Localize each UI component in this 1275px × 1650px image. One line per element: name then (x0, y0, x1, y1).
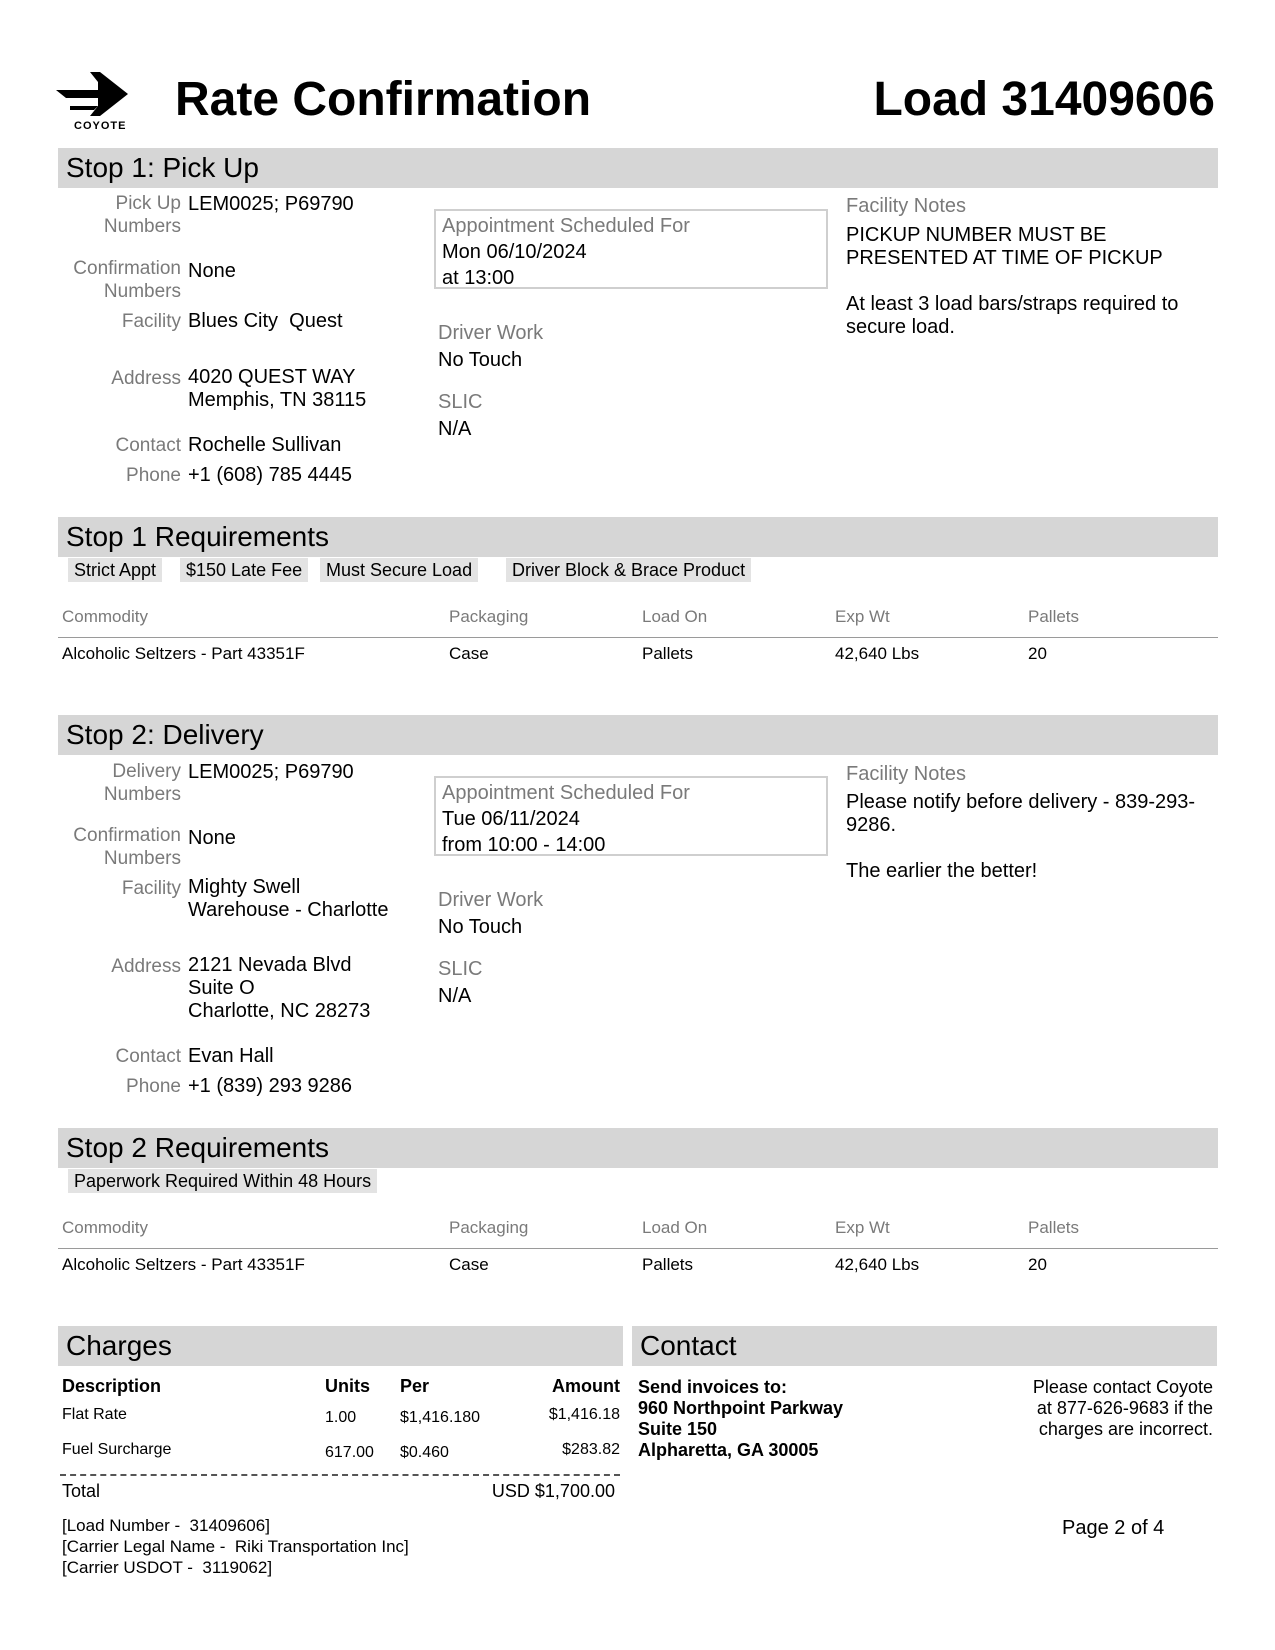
stop1-requirements-heading: Stop 1 Requirements (58, 517, 1218, 557)
charge-per: $0.460 (400, 1444, 449, 1461)
column-header: Pallets (1028, 1218, 1080, 1237)
stop1-address-value (188, 366, 366, 412)
appointment-date: Tue 06/11/2024 (442, 808, 580, 830)
requirement-chip: Must Secure Load (320, 558, 478, 582)
stop2-heading: Stop 2: Delivery (58, 715, 1218, 755)
stop2-slic-label: SLIC (438, 958, 483, 980)
footer-line: [Carrier USDOT - 3119062] (62, 1558, 273, 1577)
note-line: Please contact Coyote (1032, 1377, 1213, 1397)
facility-line: Mighty Swell (188, 876, 301, 898)
column-header: Load On (642, 607, 708, 626)
load-on-cell: Pallets (642, 644, 694, 663)
label-line: Confirmation (73, 825, 181, 846)
coyote-logo (56, 72, 136, 134)
table-divider (58, 1248, 1218, 1249)
stop2-requirement-chips (68, 1169, 1208, 1193)
column-header: Pallets (1028, 607, 1080, 626)
label-line: Numbers (103, 216, 181, 237)
label-line: Delivery (112, 761, 181, 782)
charges-column-header: Description (62, 1376, 162, 1396)
stop2-phone-label: Phone (126, 1076, 181, 1097)
stop1-numbers-label (58, 192, 181, 238)
document-title: Rate Confirmation (175, 73, 592, 126)
column-header: Exp Wt (835, 1218, 890, 1237)
column-header: Exp Wt (835, 607, 890, 626)
charge-description: Flat Rate (62, 1406, 127, 1423)
stop1-heading: Stop 1: Pick Up (58, 148, 1218, 188)
column-header: Commodity (62, 607, 148, 626)
pallets-cell: 20 (1028, 1255, 1047, 1274)
stop1-contact-label: Contact (115, 435, 181, 456)
address-line: Charlotte, NC 28273 (188, 1000, 371, 1022)
address-line: Suite 150 (638, 1419, 718, 1439)
stop2-facility-value (188, 876, 388, 922)
appointment-time: from 10:00 - 14:00 (442, 834, 606, 856)
page-number: Page 2 of 4 (1062, 1517, 1165, 1539)
load-on-cell: Pallets (642, 1255, 694, 1274)
column-header: Load On (642, 1218, 708, 1237)
stop2-driver-work-label: Driver Work (438, 889, 544, 911)
exp-wt-cell: 42,640 Lbs (835, 644, 920, 663)
charges-total-label: Total (62, 1481, 101, 1501)
load-number: Load 31409606 (873, 73, 1215, 126)
address-line: Suite O (188, 977, 255, 999)
appointment-header: Appointment Scheduled For (442, 215, 690, 237)
stop2-numbers-label (58, 760, 181, 806)
packaging-cell: Case (449, 644, 489, 663)
facility-line: Warehouse - Charlotte (188, 899, 389, 921)
stop2-phone-value: +1 (839) 293 9286 (188, 1075, 353, 1097)
requirement-chip: Paperwork Required Within 48 Hours (68, 1169, 377, 1193)
footer-line: [Carrier Legal Name - Riki Transportation Inc] (62, 1537, 409, 1556)
charge-description: Fuel Surcharge (62, 1441, 172, 1458)
stop2-address-label: Address (111, 956, 181, 977)
appointment-time: at 13:00 (442, 267, 515, 289)
address-line: 4020 QUEST WAY (188, 366, 356, 388)
stop1-driver-work-label: Driver Work (438, 322, 544, 344)
stop2-confirmation-label (58, 824, 181, 870)
stop2-facility-label: Facility (121, 878, 181, 899)
stop2-facility-notes-label: Facility Notes (846, 763, 967, 785)
stop2-appointment-box (434, 776, 828, 856)
table-divider (58, 637, 1218, 638)
packaging-cell: Case (449, 1255, 489, 1274)
label-line: Numbers (103, 848, 181, 869)
stop2-driver-work-value: No Touch (438, 916, 523, 938)
stop2-address-value (188, 954, 370, 1023)
pallets-cell: 20 (1028, 644, 1047, 663)
stop1-facility-notes-label: Facility Notes (846, 195, 967, 217)
stop1-confirmation-label (58, 257, 181, 303)
requirement-chip: $150 Late Fee (180, 558, 308, 582)
stop1-requirement-chips (68, 558, 1208, 582)
charges-column-header: Per (400, 1376, 430, 1396)
stop1-appointment-box (434, 209, 828, 289)
stop1-numbers-value: LEM0025; P69790 (188, 193, 354, 215)
column-header: Packaging (449, 1218, 529, 1237)
stop1-contact-value: Rochelle Sullivan (188, 434, 342, 456)
stop2-numbers-value: LEM0025; P69790 (188, 761, 354, 783)
contact-note (1033, 1377, 1213, 1440)
footer-line: [Load Number - 31409606] (62, 1516, 270, 1535)
stop2-slic-value: N/A (438, 985, 472, 1007)
charge-units: 1.00 (325, 1409, 357, 1426)
label-line: Numbers (103, 281, 181, 302)
appointment-date: Mon 06/10/2024 (442, 241, 587, 263)
stop2-requirements-heading: Stop 2 Requirements (58, 1128, 1218, 1168)
stop1-slic-label: SLIC (438, 391, 483, 413)
charge-amount: $1,416.18 (548, 1406, 620, 1423)
address-line: 960 Northpoint Parkway (638, 1398, 844, 1418)
charges-column-header: Units (325, 1376, 370, 1396)
column-header: Commodity (62, 1218, 148, 1237)
stop2-contact-label: Contact (115, 1046, 181, 1067)
commodity-cell: Alcoholic Seltzers - Part 43351F (62, 1255, 305, 1274)
coyote-logo-icon (56, 72, 136, 118)
column-header: Packaging (449, 607, 529, 626)
address-line: Alpharetta, GA 30005 (638, 1440, 819, 1460)
charge-units: 617.00 (325, 1444, 374, 1461)
appointment-header: Appointment Scheduled For (442, 782, 690, 804)
requirement-chip: Strict Appt (68, 558, 162, 582)
stop1-facility-label: Facility (121, 311, 181, 332)
logo-text: COYOTE (74, 120, 127, 132)
charge-amount: $283.82 (562, 1441, 620, 1458)
commodity-cell: Alcoholic Seltzers - Part 43351F (62, 644, 305, 663)
stop1-slic-value: N/A (438, 418, 472, 440)
contact-heading: Contact (632, 1326, 1217, 1366)
stop2-facility-notes: Please notify before delivery - 839-293- 9286. The earlier the better! (846, 791, 1196, 882)
stop1-phone-label: Phone (126, 465, 181, 486)
note-line: at 877-626-9683 if the (1036, 1398, 1213, 1418)
address-line: Memphis, TN 38115 (188, 389, 367, 411)
stop1-confirmation-value: None (188, 260, 236, 282)
stop1-driver-work-value: No Touch (438, 349, 523, 371)
label-line: Pick Up (115, 193, 181, 214)
stop1-facility-value: Blues City Quest (188, 310, 343, 332)
charge-per: $1,416.180 (400, 1409, 481, 1426)
charges-heading: Charges (58, 1326, 623, 1366)
stop1-phone-value: +1 (608) 785 4445 (188, 464, 353, 486)
charges-column-header: Amount (552, 1376, 620, 1396)
label-line: Confirmation (73, 258, 181, 279)
stop1-address-label: Address (111, 368, 181, 389)
exp-wt-cell: 42,640 Lbs (835, 1255, 920, 1274)
footer-carrier-info (62, 1515, 409, 1578)
note-line: charges are incorrect. (1038, 1419, 1213, 1439)
requirement-chip: Driver Block & Brace Product (506, 558, 751, 582)
charges-total-value: USD $1,700.00 (491, 1481, 615, 1501)
stop1-facility-notes: PICKUP NUMBER MUST BE PRESENTED AT TIME OF PICKUP At least 3 load bars/straps required to secure load. (846, 224, 1179, 338)
label-line: Numbers (103, 784, 181, 805)
charges-dashed-divider (60, 1474, 620, 1476)
address-line: 2121 Nevada Blvd (188, 954, 352, 976)
send-invoices-label: Send invoices to: (638, 1377, 788, 1397)
stop2-contact-value: Evan Hall (188, 1045, 274, 1067)
stop2-confirmation-value: None (188, 827, 236, 849)
contact-address (638, 1377, 843, 1461)
